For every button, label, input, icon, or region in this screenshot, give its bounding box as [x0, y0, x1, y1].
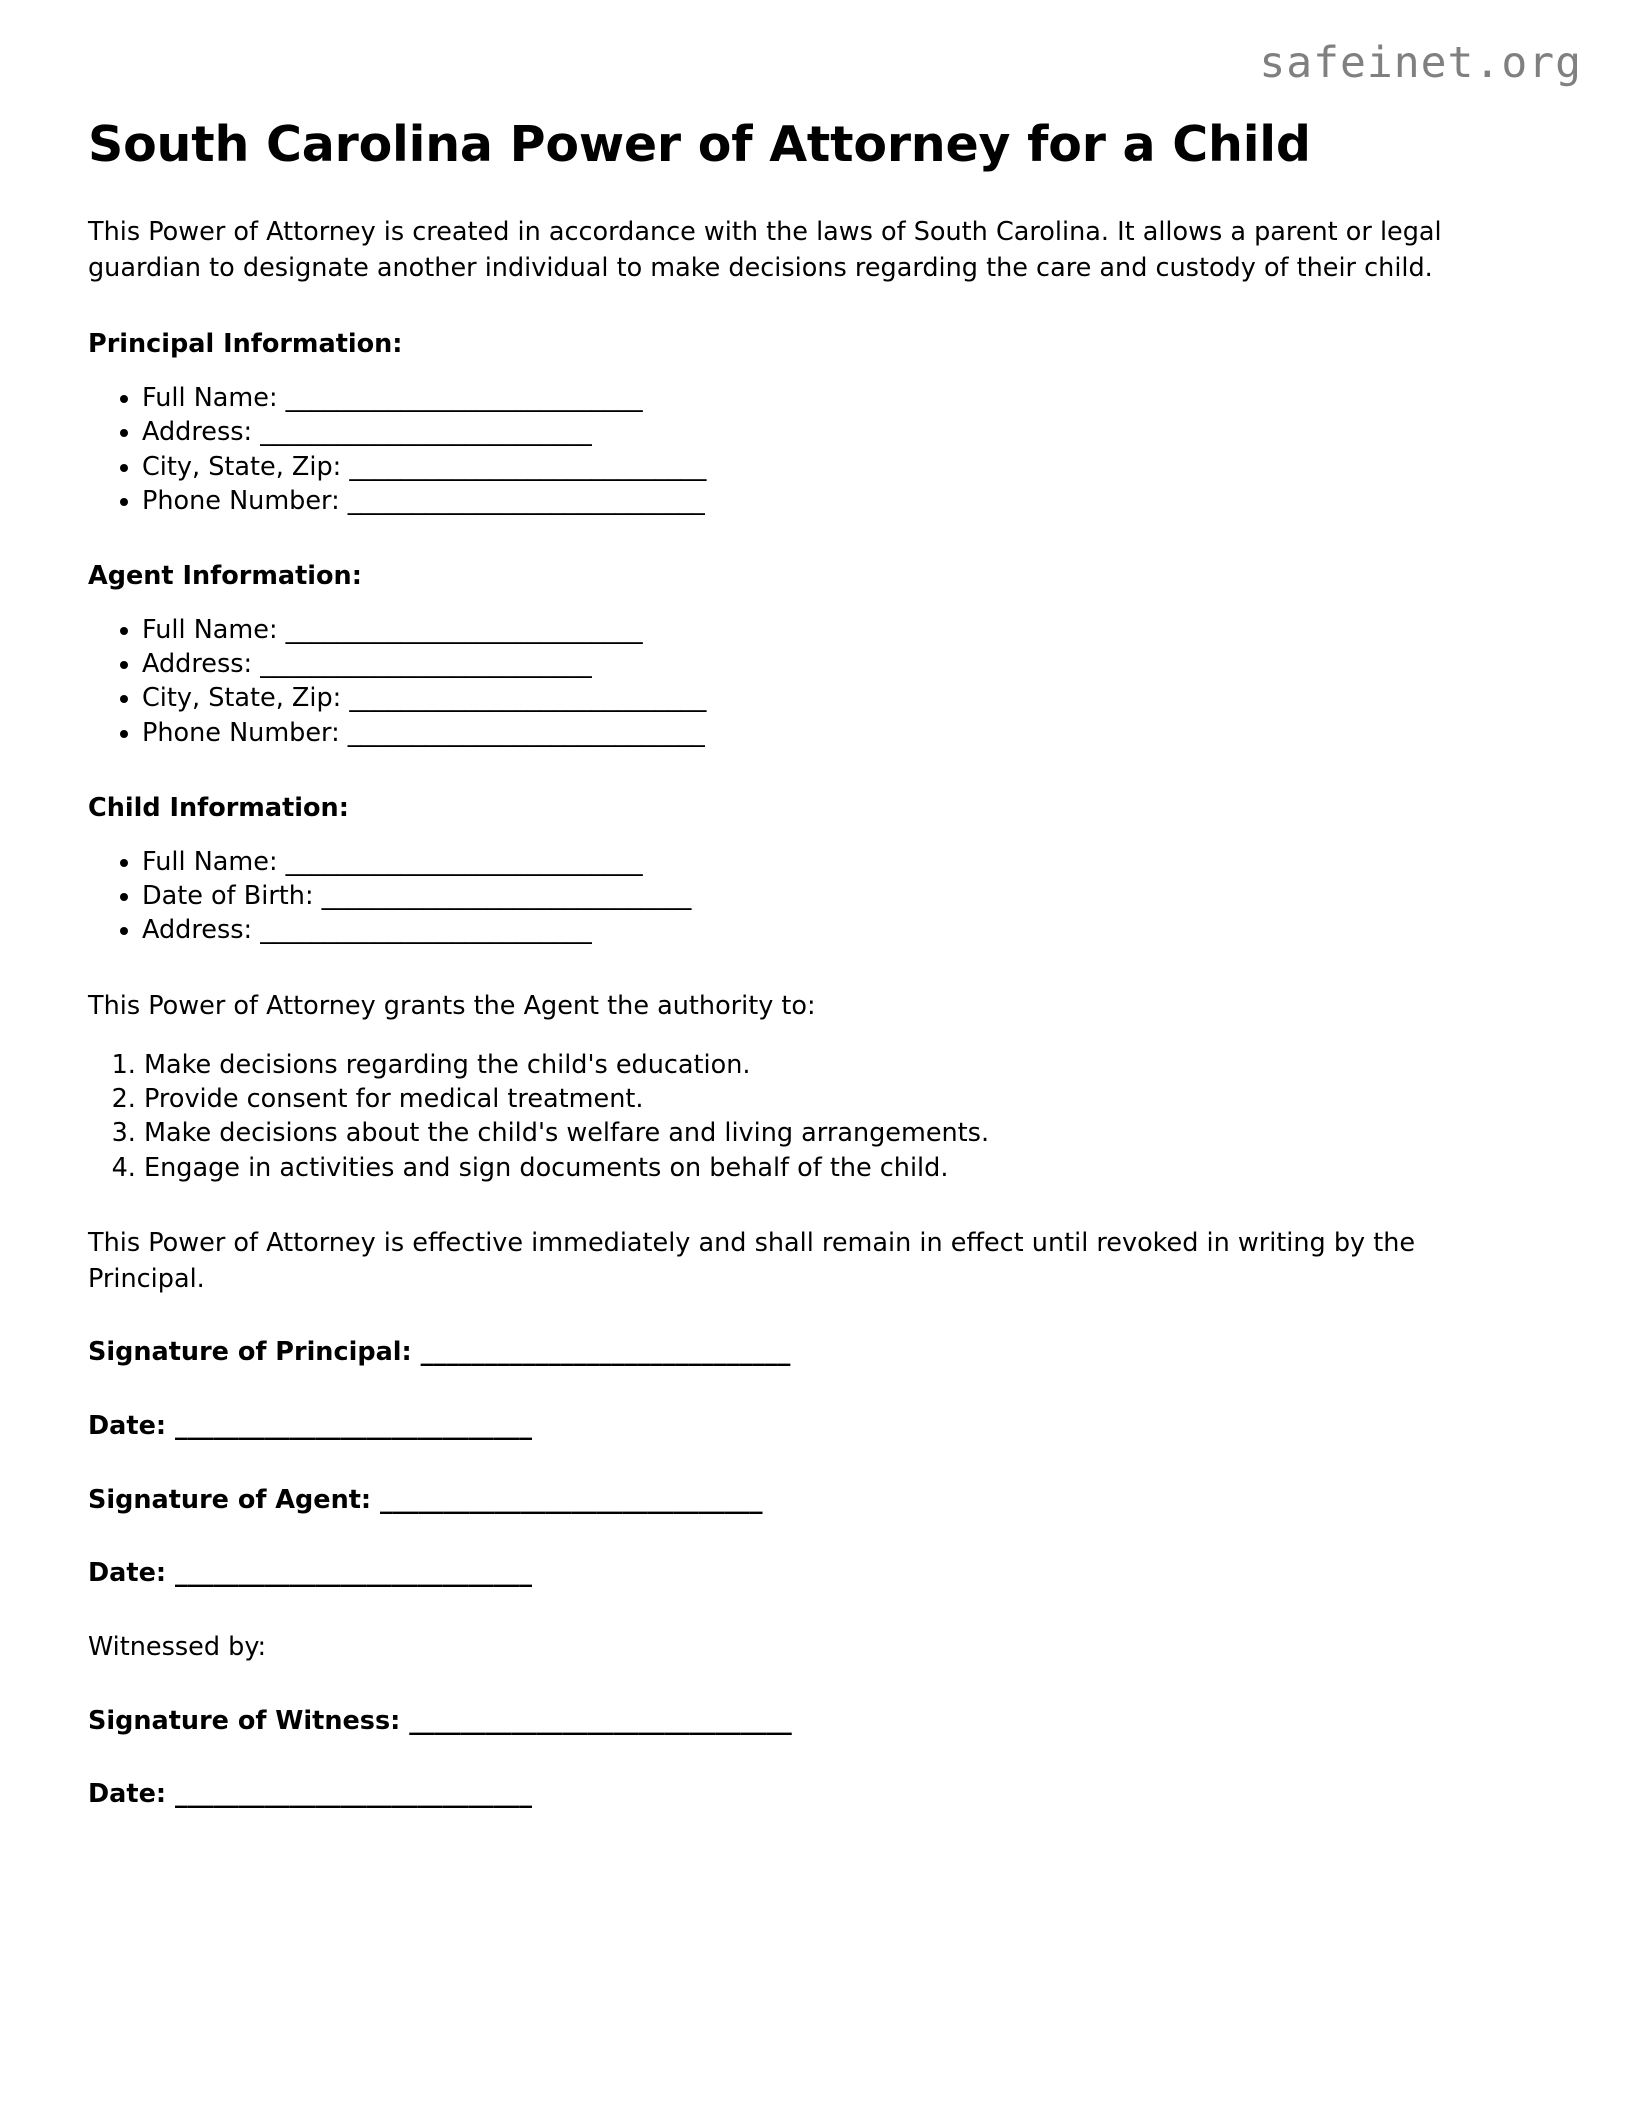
- date-label: Date:: [88, 1411, 167, 1442]
- field-label: Address:: [142, 417, 253, 448]
- list-item: 4. Engage in activities and sign documents on behalf of the child.: [144, 1151, 1558, 1185]
- signature-label: Signature of Principal:: [88, 1337, 412, 1368]
- list-item: [142, 845, 1558, 879]
- field-label: Full Name:: [142, 614, 278, 645]
- effective-clause-paragraph: This Power of Attorney is effective immediately and shall remain in effect until revoked in writing by the Principal.: [88, 1227, 1416, 1295]
- document-content: [88, 116, 1558, 1813]
- section-heading-agent: Agent Information:: [88, 561, 362, 592]
- authority-lead-in: This Power of Attorney grants the Agent the authority to:: [88, 990, 816, 1021]
- list-item: [142, 913, 1558, 947]
- list-item: [142, 381, 1558, 415]
- date-label: Date:: [88, 1558, 167, 1589]
- site-watermark: safeinet.org: [1259, 38, 1582, 88]
- list-item: 3. Make decisions about the child's welfare and living arrangements.: [144, 1116, 1558, 1150]
- signature-blank[interactable]: _____________________________: [411, 1337, 791, 1368]
- fill-in-blank[interactable]: ____________________________: [277, 846, 643, 877]
- field-label: City, State, Zip:: [142, 683, 342, 714]
- signature-blank[interactable]: ______________________________: [371, 1484, 763, 1515]
- list-item: [142, 879, 1558, 913]
- signature-witness-line: [88, 1704, 1558, 1740]
- page-title: South Carolina Power of Attorney for a Child: [88, 116, 1311, 173]
- date-agent-line: [88, 1556, 1558, 1592]
- fill-in-blank[interactable]: ____________________________: [341, 683, 707, 714]
- witnessed-by-line: [88, 1630, 1558, 1666]
- date-blank[interactable]: ____________________________: [166, 1779, 532, 1810]
- fill-in-blank[interactable]: ____________________________: [277, 382, 643, 413]
- signature-agent-line: [88, 1483, 1558, 1519]
- fill-in-blank[interactable]: ____________________________: [341, 451, 707, 482]
- fill-in-blank[interactable]: _____________________________: [313, 880, 692, 911]
- list-item: [142, 613, 1558, 647]
- fill-in-blank[interactable]: __________________________: [252, 417, 592, 448]
- fill-in-blank[interactable]: __________________________: [252, 915, 592, 946]
- list-item: 2. Provide consent for medical treatment.: [144, 1082, 1558, 1116]
- authority-list: [88, 1048, 1558, 1185]
- field-label: Full Name:: [142, 382, 278, 413]
- child-field-list: [88, 845, 1558, 948]
- list-item: 1. Make decisions regarding the child's education.: [144, 1048, 1558, 1082]
- section-heading-principal: Principal Information:: [88, 329, 403, 360]
- date-blank[interactable]: ____________________________: [166, 1558, 532, 1589]
- agent-field-list: [88, 613, 1558, 750]
- list-item: [142, 484, 1558, 518]
- signature-principal-line: [88, 1335, 1558, 1371]
- date-witness-line: [88, 1777, 1558, 1813]
- signature-label: Signature of Witness:: [88, 1705, 401, 1736]
- date-label: Date:: [88, 1779, 167, 1810]
- field-label: Address:: [142, 915, 253, 946]
- section-heading-child: Child Information:: [88, 792, 349, 823]
- signature-blank[interactable]: ______________________________: [400, 1705, 792, 1736]
- field-label: Phone Number:: [142, 485, 340, 516]
- principal-field-list: [88, 381, 1558, 518]
- witnessed-by-label: Witnessed by:: [88, 1632, 267, 1663]
- list-item: [142, 716, 1558, 750]
- fill-in-blank[interactable]: ____________________________: [339, 717, 705, 748]
- date-principal-line: [88, 1409, 1558, 1445]
- fill-in-blank[interactable]: ____________________________: [277, 614, 643, 645]
- field-label: Address:: [142, 649, 253, 680]
- field-label: Phone Number:: [142, 717, 340, 748]
- list-item: [142, 681, 1558, 715]
- list-item: [142, 647, 1558, 681]
- field-label: Date of Birth:: [142, 880, 314, 911]
- fill-in-blank[interactable]: ____________________________: [339, 485, 705, 516]
- field-label: City, State, Zip:: [142, 451, 342, 482]
- fill-in-blank[interactable]: __________________________: [252, 649, 592, 680]
- field-label: Full Name:: [142, 846, 278, 877]
- signature-label: Signature of Agent:: [88, 1484, 372, 1515]
- date-blank[interactable]: ____________________________: [166, 1411, 532, 1442]
- list-item: [142, 450, 1558, 484]
- intro-paragraph: This Power of Attorney is created in accordance with the laws of South Carolina. It allows a parent or legal guardian to designate another individual to make decisions regarding the care and custody of their child.: [88, 216, 1442, 284]
- list-item: [142, 415, 1558, 449]
